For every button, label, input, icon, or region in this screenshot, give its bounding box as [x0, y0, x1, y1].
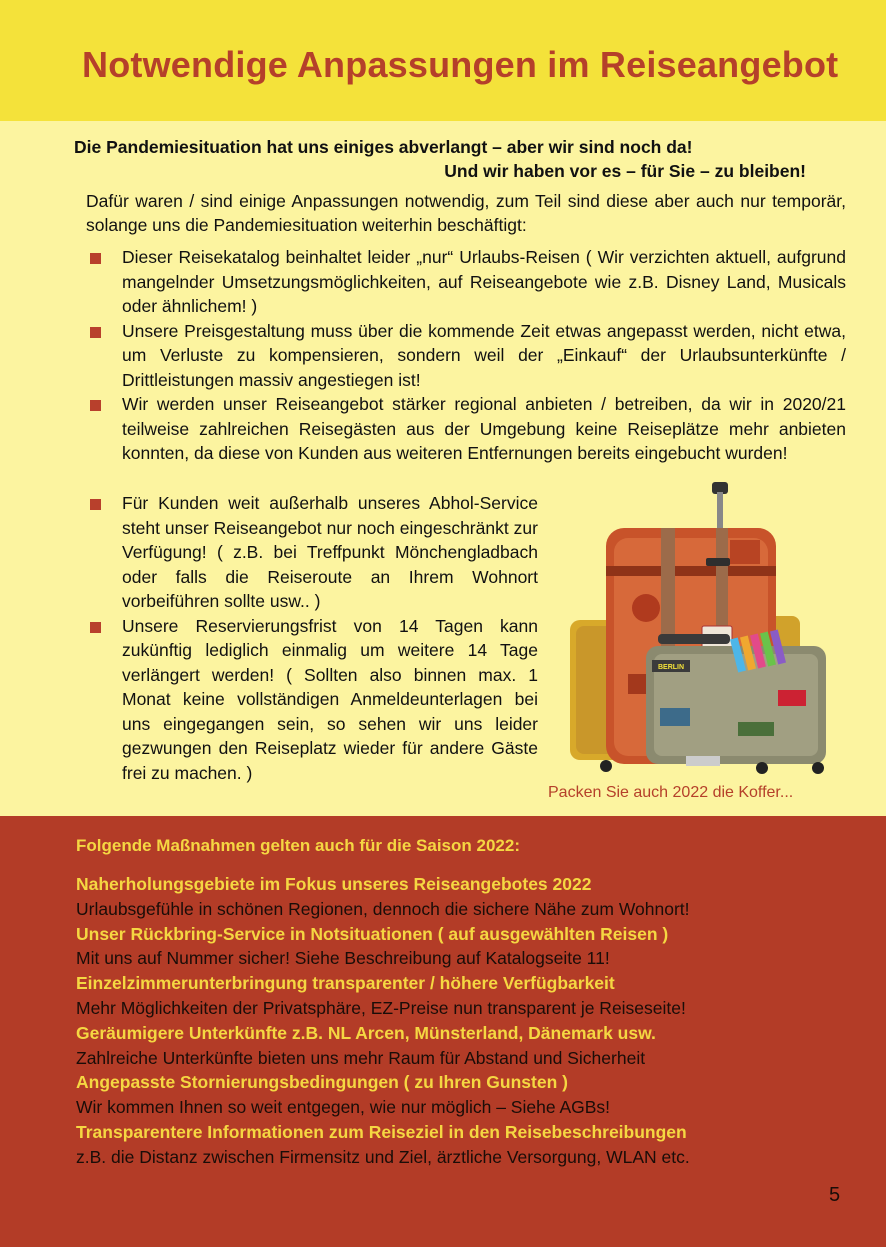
measure-title: Einzelzimmerunterbringung transparenter / höhere Verfügbarkeit [76, 973, 615, 994]
measures-heading: Folgende Maßnahmen gelten auch für die Saison 2022: [76, 836, 520, 855]
measure-item [76, 872, 856, 922]
list-item [90, 319, 846, 393]
bullet-square-icon [90, 253, 101, 264]
list-item [90, 245, 846, 319]
measure-item [76, 1021, 856, 1071]
bullet-square-icon [90, 499, 101, 510]
intro-line-1: Die Pandemiesituation hat uns einiges abverlangt – aber wir sind noch da! [74, 137, 693, 157]
measure-description: z.B. die Distanz zwischen Firmensitz und Ziel, ärztliche Versorgung, WLAN etc. [76, 1146, 690, 1167]
bullet-square-icon [90, 400, 101, 411]
measure-title: Angepasste Stornierungsbedingungen ( zu Ihren Gunsten ) [76, 1072, 568, 1093]
image-caption: Packen Sie auch 2022 die Koffer... [548, 784, 794, 801]
bullet-list-top [90, 245, 846, 466]
list-item-text: Unsere Reservierungsfrist von 14 Tagen kann zukünftig lediglich einmalig um weitere 14 Tage verlängert werden! ( Sollten also binnen max. 1 Monat keine vollständigen Anmeldeunterlagen bei uns eingegangen sein, so sehen wir uns leider gezwungen den Reiseplatz wieder für andere Gäste frei zu machen. ) [122, 615, 538, 783]
measure-description: Urlaubsgefühle in schönen Regionen, dennoch die sichere Nähe zum Wohnort! [76, 898, 690, 919]
measure-item [76, 1070, 856, 1120]
measure-description: Zahlreiche Unterkünfte bieten uns mehr Raum für Abstand und Sicherheit [76, 1047, 646, 1068]
lead-paragraph: Dafür waren / sind einige Anpassungen notwendig, zum Teil sind diese aber auch nur temporär, solange uns die Pandemiesituation weiterhin beschäftigt: [86, 191, 846, 235]
measure-description: Wir kommen Ihnen so weit entgegen, wie nur möglich – Siehe AGBs! [76, 1097, 611, 1118]
intro-line-2: Und wir haben vor es – für Sie – zu bleiben! [444, 161, 806, 181]
page-number: 5 [829, 1184, 841, 1206]
measure-description: Mehr Möglichkeiten der Privatsphäre, EZ-Preise nun transparent je Reiseseite! [76, 997, 686, 1018]
list-item [90, 392, 846, 466]
bullet-square-icon [90, 327, 101, 338]
list-item-text: Für Kunden weit außerhalb unseres Abhol-Service steht unser Reiseangebot nur noch eingeschränkt zur Verfügung! ( z.B. bei Treffpunkt Mönchengladbach oder falls die Reiseroute an Ihrem Wohnort vorbeiführen sollte usw.. ) [122, 493, 538, 611]
bullet-square-icon [90, 622, 101, 633]
measure-description: Mit uns auf Nummer sicher! Siehe Beschreibung auf Katalogseite 11! [76, 948, 610, 969]
list-item [90, 491, 538, 614]
page-title: Notwendige Anpassungen im Reiseangebot [82, 44, 839, 85]
measure-title: Unser Rückbring-Service in Notsituationen ( auf ausgewählten Reisen ) [76, 923, 669, 944]
measure-item [76, 1120, 856, 1170]
header-band [0, 0, 886, 121]
measure-title: Naherholungsgebiete im Fokus unseres Reiseangebotes 2022 [76, 874, 592, 894]
bullet-list-side [90, 491, 538, 785]
list-item-text: Unsere Preisgestaltung muss über die kommende Zeit etwas angepasst werden, nicht etwa, um Verluste zu kompensieren, sondern weil der „Einkauf“ der Urlaubsunterkünfte / Drittleistungen massiv angestiegen ist! [122, 320, 846, 390]
intro-statement [74, 135, 806, 183]
list-item-text: Dieser Reisekatalog beinhaltet leider „nur“ Urlaubs-Reisen ( Wir verzichten aktuell, aufgrund mangelnder Umsetzungsmöglichkeiten, auf Reiseangebote wie z.B. Disney Land, Musicals oder ähnlichem! ) [122, 247, 846, 316]
measures-list [76, 872, 856, 1170]
measure-item [76, 922, 856, 972]
berlin-sticker-text: BERLIN [657, 664, 685, 671]
suitcases-illustration [566, 476, 862, 776]
list-item-text: Wir werden unser Reiseangebot stärker regional anbieten / betreiben, da wir in 2020/21 teilweise zahlreichen Reisegästen aus der Umgebung keine Reiseplätze mehr anbieten konnten, da diese von Kunden aus weiteren Entfernungen bereits eingebucht wurden! [122, 394, 846, 463]
list-item [90, 614, 538, 786]
measure-item [76, 971, 856, 1021]
measure-title: Geräumigere Unterkünfte z.B. NL Arcen, Münsterland, Dänemark usw. [76, 1022, 656, 1043]
measure-title: Transparentere Informationen zum Reiseziel in den Reisebeschreibungen [76, 1121, 687, 1142]
